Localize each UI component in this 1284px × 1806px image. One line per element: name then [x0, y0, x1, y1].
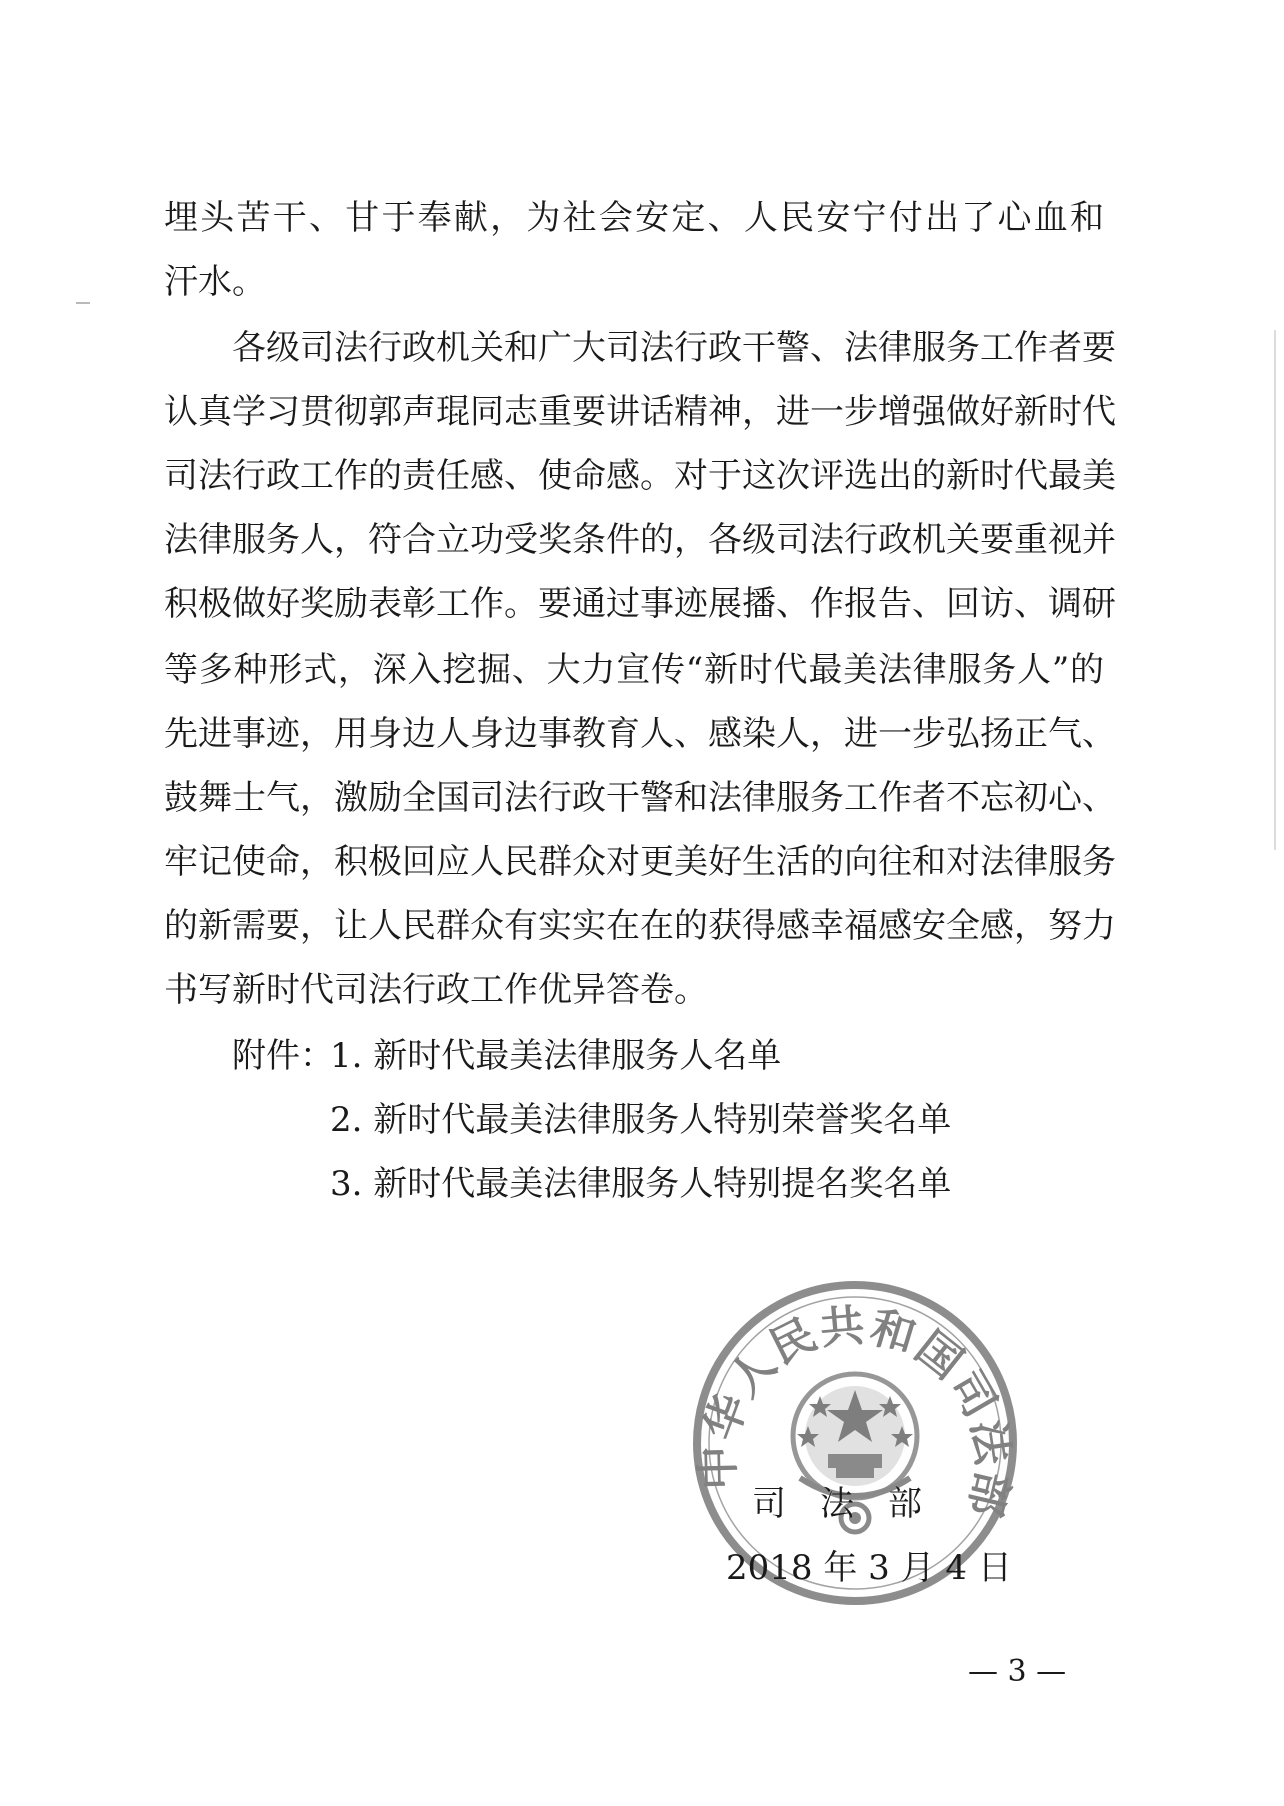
body-line: 司法行政工作的责任感、使命感。对于这次评选出的新时代最美	[164, 456, 1116, 496]
attachments-label: 附件：	[232, 1036, 334, 1076]
body-line: 汗水。	[164, 262, 266, 302]
body-line: 牢记使命，积极回应人民群众对更美好生活的向往和对法律服务	[164, 842, 1116, 882]
issue-date: 2018 年 3 月 4 日	[726, 1548, 1012, 1588]
attachment-item: 1. 新时代最美法律服务人名单	[330, 1036, 782, 1076]
page-number: — 3 —	[968, 1654, 1067, 1689]
attachment-item: 3. 新时代最美法律服务人特别提名奖名单	[330, 1164, 952, 1204]
body-line: 先进事迹，用身边人身边事教育人、感染人，进一步弘扬正气、	[164, 714, 1116, 754]
body-line: 等多种形式，深入挖掘、大力宣传“新时代最美法律服务人”的	[164, 650, 1104, 690]
scan-mark	[1274, 330, 1276, 850]
body-line: 的新需要，让人民群众有实实在在的获得感幸福感安全感，努力	[164, 906, 1116, 946]
issuer-name: 司 法 部	[752, 1484, 922, 1524]
attachment-item: 2. 新时代最美法律服务人特别荣誉奖名单	[330, 1100, 952, 1140]
scan-mark	[76, 302, 90, 304]
body-line: 认真学习贯彻郭声琨同志重要讲话精神，进一步增强做好新时代	[164, 392, 1116, 432]
body-line: 各级司法行政机关和广大司法行政干警、法律服务工作者要	[232, 328, 1116, 368]
seal-text: 中华人民共和国司法部	[692, 1300, 1019, 1523]
body-line: 鼓舞士气，激励全国司法行政干警和法律服务工作者不忘初心、	[164, 778, 1116, 818]
body-line: 积极做好奖励表彰工作。要通过事迹展播、作报告、回访、调研	[164, 584, 1116, 624]
body-line: 埋头苦干、甘于奉献，为社会安定、人民安宁付出了心血和	[164, 198, 1104, 238]
body-line: 法律服务人，符合立功受奖条件的，各级司法行政机关要重视并	[164, 520, 1116, 560]
body-line: 书写新时代司法行政工作优异答卷。	[164, 970, 708, 1010]
